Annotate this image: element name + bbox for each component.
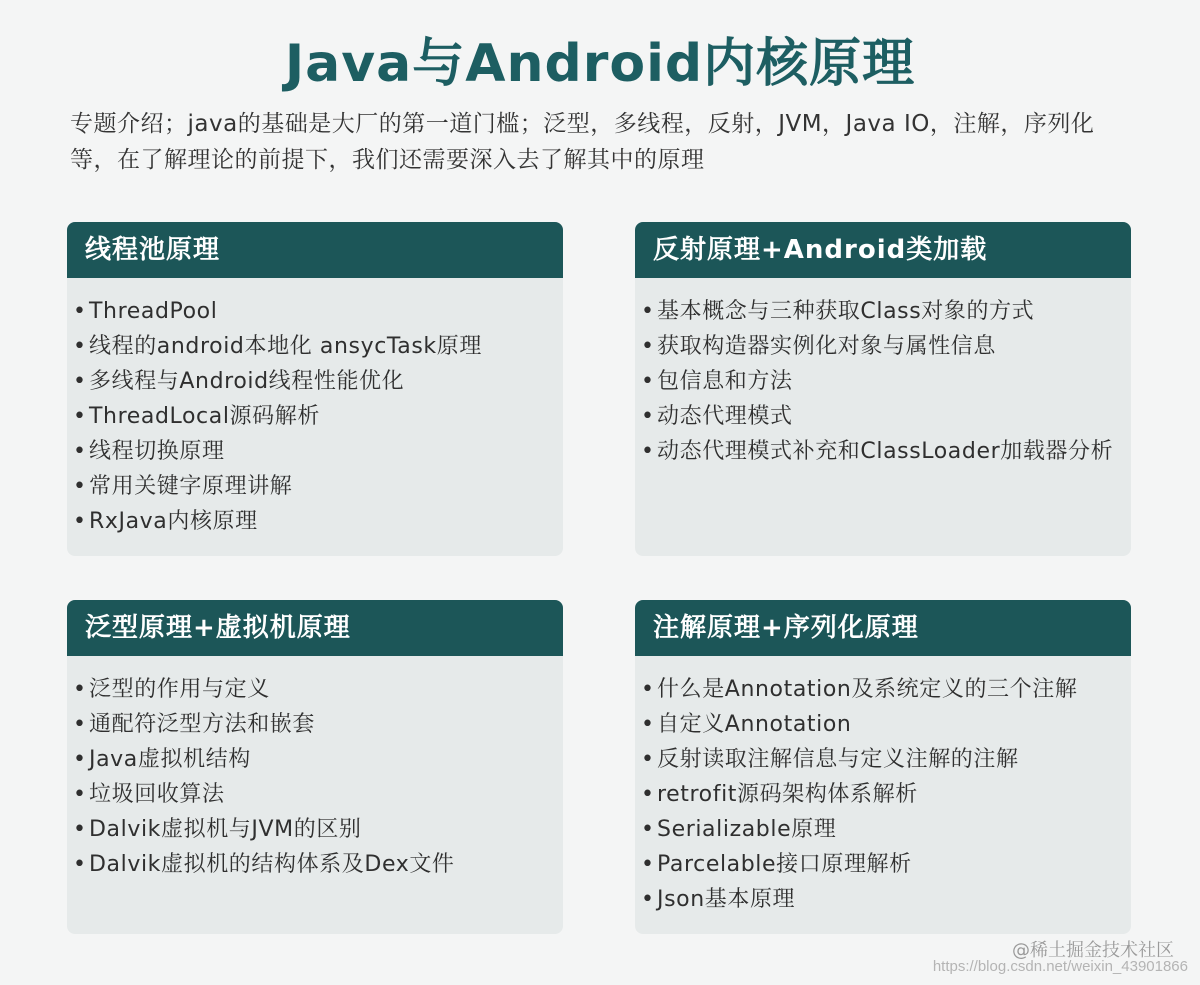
list-item	[73, 707, 549, 742]
list-item-text: 获取构造器实例化对象与属性信息	[657, 334, 997, 359]
list-item-text: 自定义Annotation	[657, 712, 852, 737]
list-item-text: 通配符泛型方法和嵌套	[89, 712, 316, 737]
list-item	[641, 294, 1117, 329]
list-item	[73, 294, 549, 329]
bullet-icon: •	[73, 369, 87, 394]
bullet-icon: •	[641, 747, 655, 772]
list-item-text: Dalvik虚拟机的结构体系及Dex文件	[89, 852, 455, 877]
card-item-list	[67, 656, 563, 892]
bullet-icon: •	[73, 747, 87, 772]
list-item	[73, 504, 549, 539]
card-title: 泛型原理+虚拟机原理	[67, 600, 563, 656]
list-item-text: 基本概念与三种获取Class对象的方式	[657, 299, 1035, 324]
bullet-icon: •	[73, 474, 87, 499]
list-item-text: 泛型的作用与定义	[89, 677, 270, 702]
list-item	[641, 399, 1117, 434]
intro-text: 专题介绍；java的基础是大厂的第一道门槛；泛型，多线程，反射，JVM，Java IO，注解，序列化等，在了解理论的前提下，我们还需要深入去了解其中的原理	[70, 111, 1095, 173]
card-item-list	[635, 278, 1131, 479]
list-item	[73, 812, 549, 847]
card-title: 注解原理+序列化原理	[635, 600, 1131, 656]
list-item	[641, 329, 1117, 364]
list-item	[641, 882, 1117, 917]
list-item	[73, 329, 549, 364]
list-item-text: ThreadPool	[89, 299, 218, 324]
list-item	[641, 672, 1117, 707]
list-item-text: 线程的android本地化 ansycTask原理	[89, 334, 482, 359]
list-item-text: 动态代理模式补充和ClassLoader加载器分析	[657, 439, 1114, 464]
card-title: 反射原理+Android类加载	[635, 222, 1131, 278]
list-item-text: RxJava内核原理	[89, 509, 258, 534]
bullet-icon: •	[641, 887, 655, 912]
list-item	[641, 777, 1117, 812]
list-item	[73, 399, 549, 434]
card-item-list	[635, 656, 1131, 927]
list-item-text: 垃圾回收算法	[89, 782, 225, 807]
list-item	[641, 707, 1117, 742]
bullet-icon: •	[73, 334, 87, 359]
bullet-icon: •	[73, 509, 87, 534]
list-item-text: 什么是Annotation及系统定义的三个注解	[657, 677, 1078, 702]
watermark-site: @稀土掘金技术社区	[1012, 940, 1174, 961]
bullet-icon: •	[641, 439, 655, 464]
card-title: 线程池原理	[67, 222, 563, 278]
watermark-url: https://blog.csdn.net/weixin_43901866	[932, 958, 1188, 975]
bullet-icon: •	[641, 299, 655, 324]
list-item-text: Json基本原理	[657, 887, 796, 912]
list-item-text: Parcelable接口原理解析	[657, 852, 912, 877]
bullet-icon: •	[73, 712, 87, 737]
list-item	[641, 742, 1117, 777]
bullet-icon: •	[73, 782, 87, 807]
list-item	[641, 812, 1117, 847]
list-item	[73, 742, 549, 777]
list-item	[73, 434, 549, 469]
list-item-text: 多线程与Android线程性能优化	[89, 369, 405, 394]
bullet-icon: •	[73, 299, 87, 324]
list-item-text: 常用关键字原理讲解	[89, 474, 293, 499]
list-item-text: 线程切换原理	[89, 439, 225, 464]
bullet-icon: •	[641, 817, 655, 842]
list-item	[73, 364, 549, 399]
card-item-list	[67, 278, 563, 549]
bullet-icon: •	[641, 369, 655, 394]
bullet-icon: •	[641, 712, 655, 737]
list-item-text: retrofit源码架构体系解析	[657, 782, 918, 807]
list-item-text: Serializable原理	[657, 817, 837, 842]
bullet-icon: •	[73, 817, 87, 842]
list-item-text: 反射读取注解信息与定义注解的注解	[657, 747, 1019, 772]
bullet-icon: •	[641, 852, 655, 877]
list-item-text: 动态代理模式	[657, 404, 793, 429]
list-item	[641, 434, 1117, 469]
list-item-text: Java虚拟机结构	[89, 747, 251, 772]
bullet-icon: •	[73, 404, 87, 429]
bullet-icon: •	[641, 334, 655, 359]
list-item	[641, 847, 1117, 882]
page-title: Java与Android内核原理	[284, 34, 916, 94]
list-item	[641, 364, 1117, 399]
bullet-icon: •	[73, 852, 87, 877]
list-item-text: 包信息和方法	[657, 369, 793, 394]
list-item	[73, 847, 549, 882]
bullet-icon: •	[641, 782, 655, 807]
card-generics-vm	[67, 600, 563, 934]
card-thread-pool	[67, 222, 563, 556]
list-item-text: Dalvik虚拟机与JVM的区别	[89, 817, 362, 842]
list-item-text: ThreadLocal源码解析	[89, 404, 320, 429]
bullet-icon: •	[641, 677, 655, 702]
list-item	[73, 777, 549, 812]
list-item	[73, 469, 549, 504]
bullet-icon: •	[73, 677, 87, 702]
card-reflection	[635, 222, 1131, 556]
bullet-icon: •	[73, 439, 87, 464]
bullet-icon: •	[641, 404, 655, 429]
card-annotation-serialization	[635, 600, 1131, 934]
list-item	[73, 672, 549, 707]
